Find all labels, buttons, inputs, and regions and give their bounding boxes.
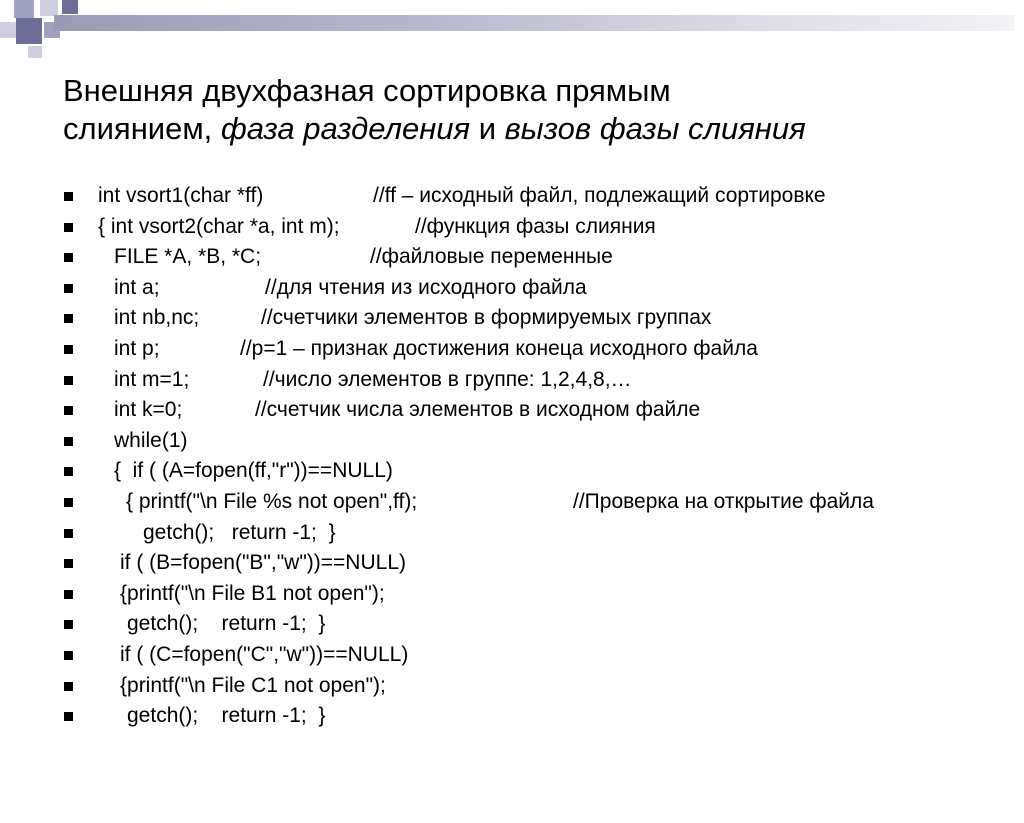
code-text: { printf("\n File %s not open",ff); — [126, 489, 418, 513]
code-line — [0, 242, 1024, 273]
code-line — [0, 426, 1024, 457]
code-line — [0, 579, 1024, 610]
title-line-1: Внешняя двухфазная сортировка прямым — [63, 73, 671, 108]
code-line — [0, 181, 1024, 212]
title-line-2-part-2: и — [470, 111, 505, 146]
code-text: while(1) — [114, 428, 188, 452]
bullet-square-icon — [64, 651, 73, 660]
bullet-square-icon — [64, 712, 73, 721]
code-text: int vsort1(char *ff) — [98, 184, 264, 207]
code-text: { int vsort2(char *a, int m); — [98, 214, 340, 238]
code-text: getch(); return -1; } — [127, 704, 326, 728]
code-text: { if ( (A=fopen(ff,"r"))==NULL) — [114, 459, 393, 483]
code-line — [0, 303, 1024, 334]
code-listing — [0, 181, 1024, 732]
bullet-square-icon — [64, 620, 73, 629]
code-text: {printf("\n File B1 not open"); — [120, 581, 385, 605]
deco-square-1 — [14, 0, 34, 18]
code-comment: //число элементов в группе: 1,2,4,8,… — [263, 367, 632, 391]
bullet-square-icon — [64, 376, 73, 385]
title-line-2-part-1: слиянием, — [63, 111, 221, 146]
code-text: int p; — [114, 336, 160, 360]
code-line — [0, 701, 1024, 732]
code-line — [0, 365, 1024, 396]
code-line — [0, 487, 1024, 518]
code-comment: //для чтения из исходного файла — [265, 275, 587, 299]
bullet-square-icon — [64, 498, 73, 507]
code-text: int nb,nc; — [114, 306, 200, 330]
title-line-2-italic-2: вызов фазы слияния — [504, 111, 806, 146]
bullet-square-icon — [64, 590, 73, 599]
bullet-square-icon — [64, 345, 73, 354]
code-comment: //функция фазы слияния — [415, 214, 656, 238]
code-comment: //ff – исходный файл, подлежащий сортировке — [373, 184, 826, 207]
bullet-square-icon — [64, 559, 73, 568]
bullet-square-icon — [64, 192, 73, 201]
slide-title — [63, 72, 1003, 148]
code-text: {printf("\n File C1 not open"); — [120, 673, 386, 697]
code-line — [0, 609, 1024, 640]
bullet-square-icon — [64, 682, 73, 691]
code-comment: //файловые переменные — [370, 245, 613, 269]
bullet-square-icon — [64, 437, 73, 446]
code-comment: //счетчик числа элементов в исходном файле — [255, 398, 701, 422]
code-text: int a; — [114, 275, 160, 299]
deco-square-2 — [40, 0, 58, 16]
title-line-2-italic-1: фаза разделения — [220, 111, 471, 146]
code-line — [0, 640, 1024, 671]
bullet-square-icon — [64, 284, 73, 293]
deco-square-6 — [28, 46, 42, 58]
deco-square-4 — [16, 18, 42, 44]
top-bar — [54, 15, 1014, 31]
bullet-square-icon — [64, 253, 73, 262]
code-line — [0, 395, 1024, 426]
code-line — [0, 273, 1024, 304]
bullet-square-icon — [64, 529, 73, 538]
code-line — [0, 671, 1024, 702]
code-line — [0, 334, 1024, 365]
code-text: getch(); return -1; } — [127, 612, 326, 636]
code-line — [0, 456, 1024, 487]
code-comment: //Проверка на открытие файла — [573, 489, 874, 513]
bullet-square-icon — [64, 223, 73, 232]
code-text: int m=1; — [114, 367, 190, 391]
code-line — [0, 548, 1024, 579]
code-line — [0, 212, 1024, 243]
code-text: if ( (B=fopen("B","w"))==NULL) — [120, 551, 406, 575]
code-text: getch(); return -1; } — [143, 520, 336, 544]
code-comment: //счетчики элементов в формируемых группах — [261, 306, 712, 330]
code-text: int k=0; — [114, 398, 183, 422]
code-line — [0, 518, 1024, 549]
code-text: if ( (C=fopen("C","w"))==NULL) — [120, 642, 409, 666]
bullet-square-icon — [64, 467, 73, 476]
code-comment: //p=1 – признак достижения конеца исходного файла — [240, 336, 758, 360]
bullet-square-icon — [64, 406, 73, 415]
bullet-square-icon — [64, 314, 73, 323]
deco-square-3 — [0, 22, 16, 38]
code-text: FILE *A, *B, *C; — [114, 245, 262, 269]
deco-square-7 — [62, 0, 78, 14]
